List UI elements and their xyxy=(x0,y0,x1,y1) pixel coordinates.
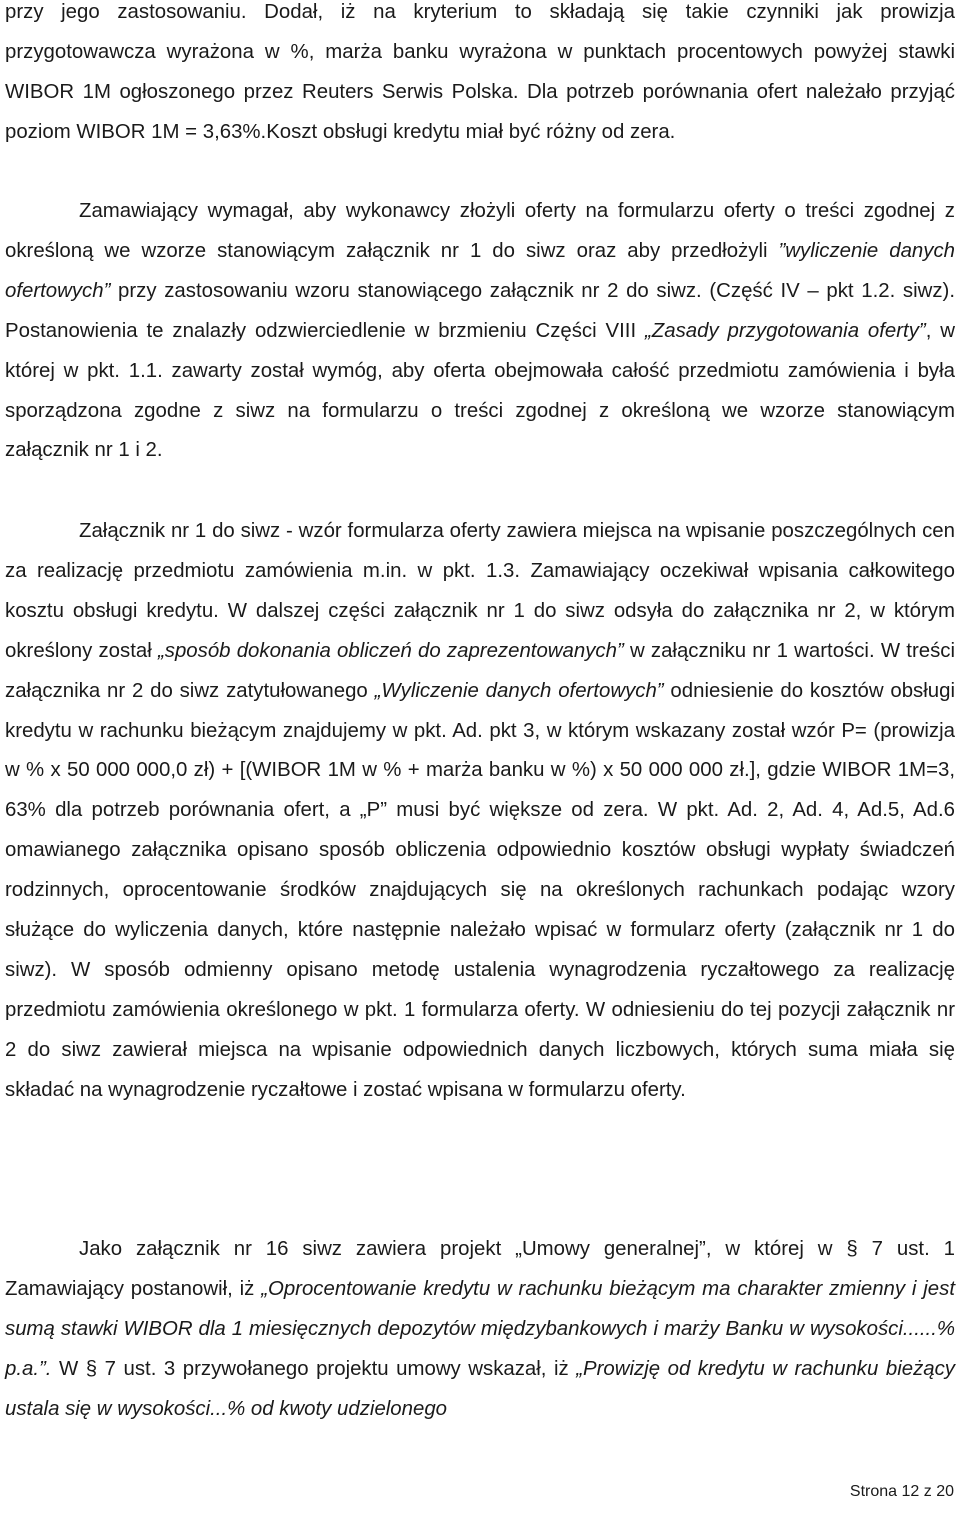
paragraph-4-italic-1: „Oprocentowanie kredytu w rachunku bieżącym ma charakter zmienny i jest sumą stawki WIBOR dla 1 miesięcznych depozytów międzybankowych i marży Banku w wysokości......% p.a.”. xyxy=(5,1277,955,1380)
paragraph-2-italic-1: ”wyliczenie danych ofertowych” xyxy=(5,239,955,302)
paragraph-3-italic-2: „Wyliczenie danych ofertowych” xyxy=(374,679,664,702)
paragraph-4-italic-2: „Prowizję od kredytu w rachunku bieżący ustala się w wysokości...% od kwoty udzielonego xyxy=(5,1357,955,1420)
paragraph-2-text-1: Zamawiający wymagał, aby wykonawcy złożyli oferty na formularzu oferty o treści zgodnej z określoną we wzorze stanowiącym załącznik nr 1 do siwz oraz aby przedłożyli xyxy=(5,200,955,262)
paragraph-3-text-2: w załączniku nr 1 wartości. W treści załącznika nr 2 do siwz zatytułowanego xyxy=(5,639,956,702)
paragraph-4 xyxy=(5,1230,955,1430)
paragraph-2 xyxy=(5,192,955,471)
paragraph-3-italic-1: „sposób dokonania obliczeń do zaprezentowanych” xyxy=(157,639,624,662)
paragraph-2-italic-2: „Zasady przygotowania oferty” xyxy=(645,319,926,342)
paragraph-4-text-1: Jako załącznik nr 16 siwz zawiera projekt „Umowy generalnej”, w której w § 7 ust. 1 Zamawiający postanowił, iż xyxy=(5,1238,955,1300)
paragraph-1 xyxy=(5,0,955,153)
paragraph-2-text-3: , w której w pkt. 1.1. zawarty został wymóg, aby oferta obejmowała całość przedmiotu zamówienia i była sporządzona zgodne z siwz na formularzu o treści zgodnej z określoną we wzorze stanowiącym załącznik nr 1 i 2. xyxy=(5,319,955,462)
paragraph-4-text-2: W § 7 ust. 3 przywołanego projektu umowy wskazał, iż xyxy=(51,1357,577,1380)
paragraph-1-text-a: przy jego zastosowaniu. Dodał, iż na kryterium to składają się takie czynniki jak prowizja przygotowawcza wyrażona w %, marża banku wyrażona w punktach procentowych powyżej stawki WIBOR 1M ogłoszonego przez Reuters Serwis Polska. xyxy=(5,1,955,103)
page-number: Strona 12 z 20 xyxy=(849,1483,954,1500)
paragraph-3-text-1: Załącznik nr 1 do siwz - wzór formularza oferty zawiera miejsca na wpisanie poszczególnych cen za realizację przedmiotu zamówienia m.in. w pkt. 1.3. Zamawiający oczekiwał wpisania całkowitego kosztu obsługi kredytu. W dalszej części załącznik nr 1 do siwz odsyła do załącznika nr 2, w którym określony został xyxy=(5,520,955,662)
paragraph-2-text-2: przy zastosowaniu wzoru stanowiącego załącznik nr 2 do siwz. (Część IV – pkt 1.2. siwz). Postanowienia te znalazły odzwierciedlenie w brzmieniu Części VIII xyxy=(5,279,955,342)
paragraph-3-text-3: odniesienie do kosztów obsługi kredytu w rachunku bieżącym znajdujemy w pkt. Ad. pkt 3, w którym wskazany został wzór P= (prowizja w % x 50 000 000,0 zł) + [(WIBOR 1M w % + marża banku w %) x 50 000 000 zł.], gdzie WIBOR 1M=3, 63% dla potrzeb porównania ofert, a „P” musi być większe od zera. W pkt. Ad. 2, Ad. 4, Ad.5, Ad.6 omawianego załącznika opisano sposób obliczenia odpowiednio kosztów obsługi wypłaty świadczeń rodzinnych, oprocentowanie środków znajdujących się na określonych rachunkach podając wzory służące do wyliczenia danych, które następnie należało wpisać w formularz oferty (załącznik nr 1 do siwz). W sposób odmienny opisano metodę ustalenia wynagrodzenia ryczałtowego za realizację przedmiotu zamówienia określonego w pkt. 1 formularza oferty. W odniesieniu do tej pozycji załącznik nr 2 do siwz zawierał miejsca na wpisanie odpowiednich danych liczbowych, których suma miała się składać na wynagrodzenie ryczałtowe i zostać wpisana w formularzu oferty. xyxy=(5,679,955,1101)
paragraph-1-text-b: Dla potrzeb porównania ofert należało przyjąć poziom WIBOR 1M = 3,63%.Koszt obsługi kredytu miał być różny od zera. xyxy=(5,80,955,143)
paragraph-3 xyxy=(5,512,955,1111)
